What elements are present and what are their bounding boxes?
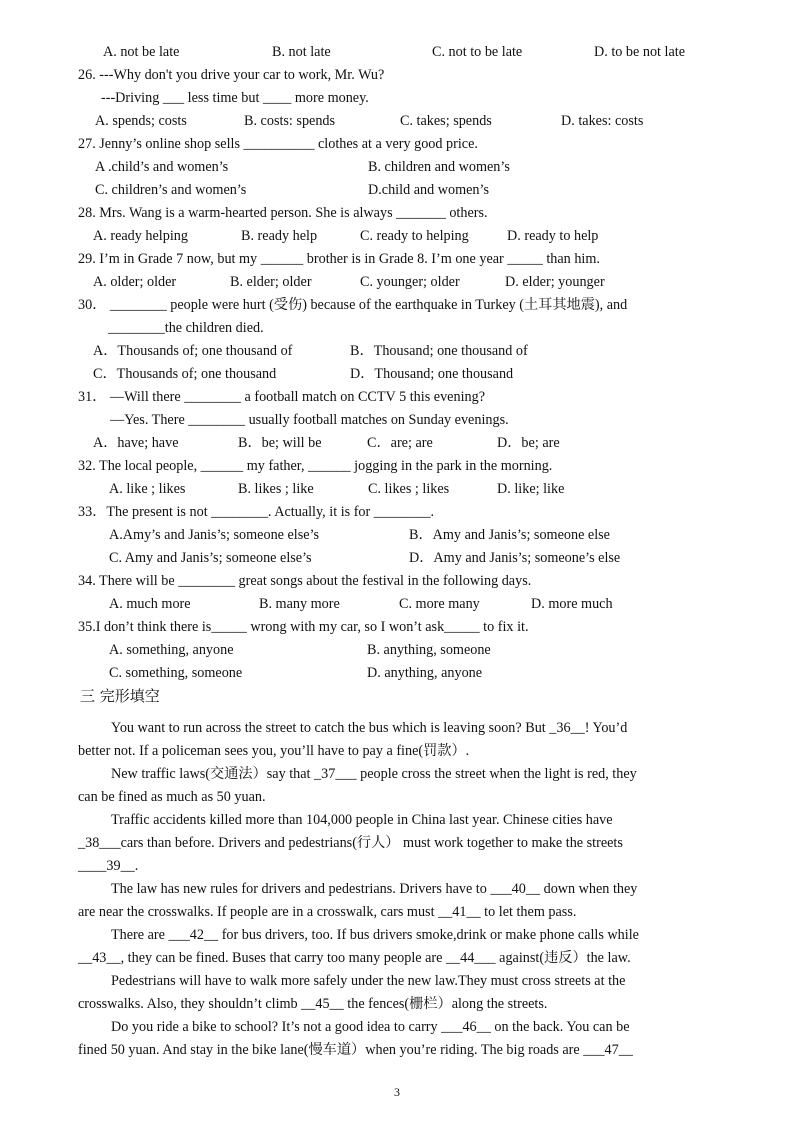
q32-option-d: D. like; like <box>497 481 565 497</box>
passage-p2-line1: New traffic laws(交通法）say that _37___ people cross the street when the light is red, they <box>111 766 637 782</box>
passage-p4-line2: are near the crosswalks. If people are in a crosswalk, cars must __41__ to let them pass. <box>78 904 577 920</box>
q30-stem-line2: ________the children died. <box>108 320 264 336</box>
q26-stem-line1: 26. ---Why don't you drive your car to work, Mr. Wu? <box>78 67 385 83</box>
passage-p5-line2: __43__, they can be fined. Buses that carry too many people are __44___ against(违反）the law. <box>78 950 631 966</box>
q27-option-c: C. children’s and women’s <box>95 182 247 198</box>
q25-option-c: C. not to be late <box>432 44 523 60</box>
q34-stem: 34. There will be ________ great songs about the festival in the following days. <box>78 573 532 589</box>
q29-option-b: B. elder; older <box>230 274 312 290</box>
q34-option-d: D. more much <box>531 596 613 612</box>
passage-p6-line1: Pedestrians will have to walk more safely under the new law.They must cross streets at the <box>111 973 626 989</box>
section-title-cloze: 三 完形填空 <box>80 687 160 705</box>
q33-stem: 33．The present is not ________. Actually, it is for ________. <box>78 504 435 520</box>
q29-option-d: D. elder; younger <box>505 274 605 290</box>
q27-option-b: B. children and women’s <box>368 159 510 175</box>
q28-stem: 28. Mrs. Wang is a warm-hearted person. She is always _______ others. <box>78 205 488 221</box>
passage-p7-line2: fined 50 yuan. And stay in the bike lane(慢车道）when you’re riding. The big roads are ___47__ <box>78 1042 633 1058</box>
passage-p3-line1: Traffic accidents killed more than 104,000 people in China last year. Chinese cities have <box>111 812 613 828</box>
q26-stem-line2: ---Driving ___ less time but ____ more money. <box>101 90 369 106</box>
q27-stem: 27. Jenny’s online shop sells __________ clothes at a very good price. <box>78 136 478 152</box>
q28-option-c: C. ready to helping <box>360 228 469 244</box>
passage-p3-line3: ____39__. <box>78 858 139 874</box>
q26-option-a: A. spends; costs <box>95 113 187 129</box>
q30-option-d: D．Thousand; one thousand <box>350 366 514 382</box>
q30-option-b: B．Thousand; one thousand of <box>350 343 528 359</box>
q31-option-b: B．be; will be <box>238 435 322 451</box>
passage-p4-line1: The law has new rules for drivers and pedestrians. Drivers have to ___40__ down when they <box>111 881 638 897</box>
passage-p6-line2: crosswalks. Also, they shouldn’t climb __45__ the fences(栅栏）along the streets. <box>78 996 548 1012</box>
q31-option-a: A．have; have <box>93 435 179 451</box>
q26-option-c: C. takes; spends <box>400 113 492 129</box>
q35-option-b: B. anything, someone <box>367 642 491 658</box>
q29-option-c: C. younger; older <box>360 274 460 290</box>
q33-option-d: D．Amy and Janis’s; someone’s else <box>409 550 621 566</box>
page-number: 3 <box>394 1085 400 1099</box>
q28-option-d: D. ready to help <box>507 228 599 244</box>
q32-option-a: A. like ; likes <box>109 481 186 497</box>
q34-option-c: C. more many <box>399 596 480 612</box>
q27-option-d: D.child and women’s <box>368 182 489 198</box>
passage-p1-line1: You want to run across the street to catch the bus which is leaving soon? But _36__! You’d <box>111 720 628 736</box>
q31-stem-line1: 31． —Will there ________ a football match on CCTV 5 this evening? <box>78 389 485 405</box>
q32-option-c: C. likes ; likes <box>368 481 450 497</box>
q30-stem-line1: 30． ________ people were hurt (受伤) because of the earthquake in Turkey (土耳其地震), and <box>78 297 628 313</box>
q34-option-a: A. much more <box>109 596 191 612</box>
passage-p5-line1: There are ___42__ for bus drivers, too. If bus drivers smoke,drink or make phone calls while <box>111 927 639 943</box>
q35-option-c: C. something, someone <box>109 665 243 681</box>
q33-option-c: C. Amy and Janis’s; someone else’s <box>109 550 312 566</box>
q29-stem: 29. I’m in Grade 7 now, but my ______ brother is in Grade 8. I’m one year _____ than him. <box>78 251 600 267</box>
passage-p2-line2: can be fined as much as 50 yuan. <box>78 789 266 805</box>
q27-option-a: A .child’s and women’s <box>95 159 229 175</box>
q35-option-d: D. anything, anyone <box>367 665 483 681</box>
q29-option-a: A. older; older <box>93 274 177 290</box>
q34-option-b: B. many more <box>259 596 340 612</box>
q33-option-b: B．Amy and Janis’s; someone else <box>409 527 610 543</box>
q31-option-d: D．be; are <box>497 435 560 451</box>
q26-option-b: B. costs: spends <box>244 113 336 129</box>
q35-option-a: A. something, anyone <box>109 642 234 658</box>
q32-stem: 32. The local people, ______ my father, ______ jogging in the park in the morning. <box>78 458 553 474</box>
passage-p1-line2: better not. If a policeman sees you, you’ll have to pay a fine(罚款）. <box>78 743 470 759</box>
q33-option-a: A.Amy’s and Janis’s; someone else’s <box>109 527 320 543</box>
q35-stem: 35.I don’t think there is_____ wrong with my car, so I won’t ask_____ to fix it. <box>78 619 529 635</box>
q28-option-b: B. ready help <box>241 228 318 244</box>
q28-option-a: A. ready helping <box>93 228 188 244</box>
q26-option-d: D. takes: costs <box>561 113 644 129</box>
passage-p3-line2: _38___cars than before. Drivers and pedestrians(行人） must work together to make the streets <box>78 835 623 851</box>
passage-p7-line1: Do you ride a bike to school? It’s not a good idea to carry ___46__ on the back. You can be <box>111 1019 630 1035</box>
q32-option-b: B. likes ; like <box>238 481 314 497</box>
q30-option-c: C．Thousands of; one thousand <box>93 366 277 382</box>
q25-option-b: B. not late <box>272 44 331 60</box>
q31-option-c: C．are; are <box>367 435 433 451</box>
q25-option-a: A. not be late <box>103 44 180 60</box>
q30-option-a: A．Thousands of; one thousand of <box>93 343 293 359</box>
q25-option-d: D. to be not late <box>594 44 686 60</box>
q31-stem-line2: —Yes. There ________ usually football matches on Sunday evenings. <box>110 412 509 428</box>
